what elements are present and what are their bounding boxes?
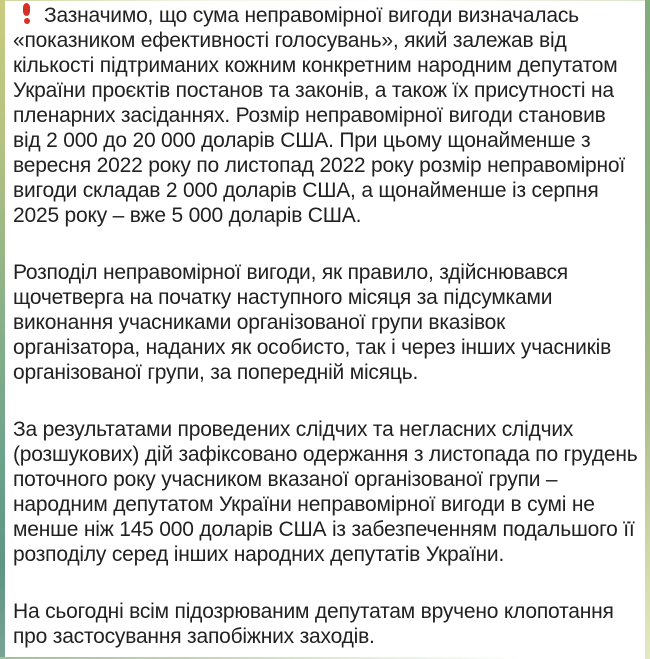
message-text-line: кількості підтриманих кожним конкретним народним депутатом [13,54,618,77]
message-text-line: про застосування запобіжних заходів. [13,625,375,648]
chat-wallpaper-top-edge [0,0,650,1]
message-paragraph [13,260,610,385]
chat-wallpaper-left-edge [0,0,5,659]
message-paragraph [13,417,638,567]
message-text-line: поточного року учасником вказаної організованої групи – [13,468,558,491]
message-text-line: України проєктів постанов та законів, а також їх присутності на [13,79,614,102]
red-exclamation-icon [19,3,34,24]
message-text-line: На сьогодні всім підозрюваним депутатам вручено клопотання [13,600,614,623]
message-text-line: Розподіл неправомірної вигоди, як правило, здійснювався [13,261,568,284]
message-text-line: (розшукових) дій зафіксовано одержання з листопада по грудень [13,443,638,466]
message-text-line: народним депутатом України неправомірної вигоди в сумі не [13,493,595,516]
message-text-line: виконання учасниками організованої групи вказівок [13,311,506,334]
message-bubble [13,3,638,649]
message-text-line: вересня 2022 року по листопад 2022 року розмір неправомірної [13,154,626,177]
message-text-line: пленарних засіданнях. Розмір неправомірної вигоди становив [13,104,606,127]
message-text-line: вигоди складав 2 000 доларів США, а щонайменше із серпня [13,179,599,202]
message-text-line: організованої групи, за попередній місяць. [13,361,419,384]
message-text-line: 2025 року – вже 5 000 доларів США. [13,204,362,227]
message-text-line: від 2 000 до 20 000 доларів США. При цьому щонайменше з [13,129,591,152]
message-text-line: менше ніж 145 000 доларів США із забезпеченням подальшого її [13,518,635,541]
message-text-line: «показником ефективності голосувань», який залежав від [13,29,567,52]
message-paragraph [13,3,626,228]
message-text: Зазначимо, що сума неправомірної вигоди визначалась [44,4,579,27]
message-text-line [13,3,610,28]
message-text-line: щочетверга на початку наступного місяця за підсумками [13,286,553,309]
chat-wallpaper-right-edge [645,0,650,659]
message-text-line: розподілу серед інших народних депутатів України. [13,543,505,566]
message-text-line: організатора, наданих як особисто, так і через інших учасників [13,336,612,359]
message-text-line: За результатами проведених слідчих та негласних слідчих [13,418,574,441]
message-paragraph [13,599,614,649]
